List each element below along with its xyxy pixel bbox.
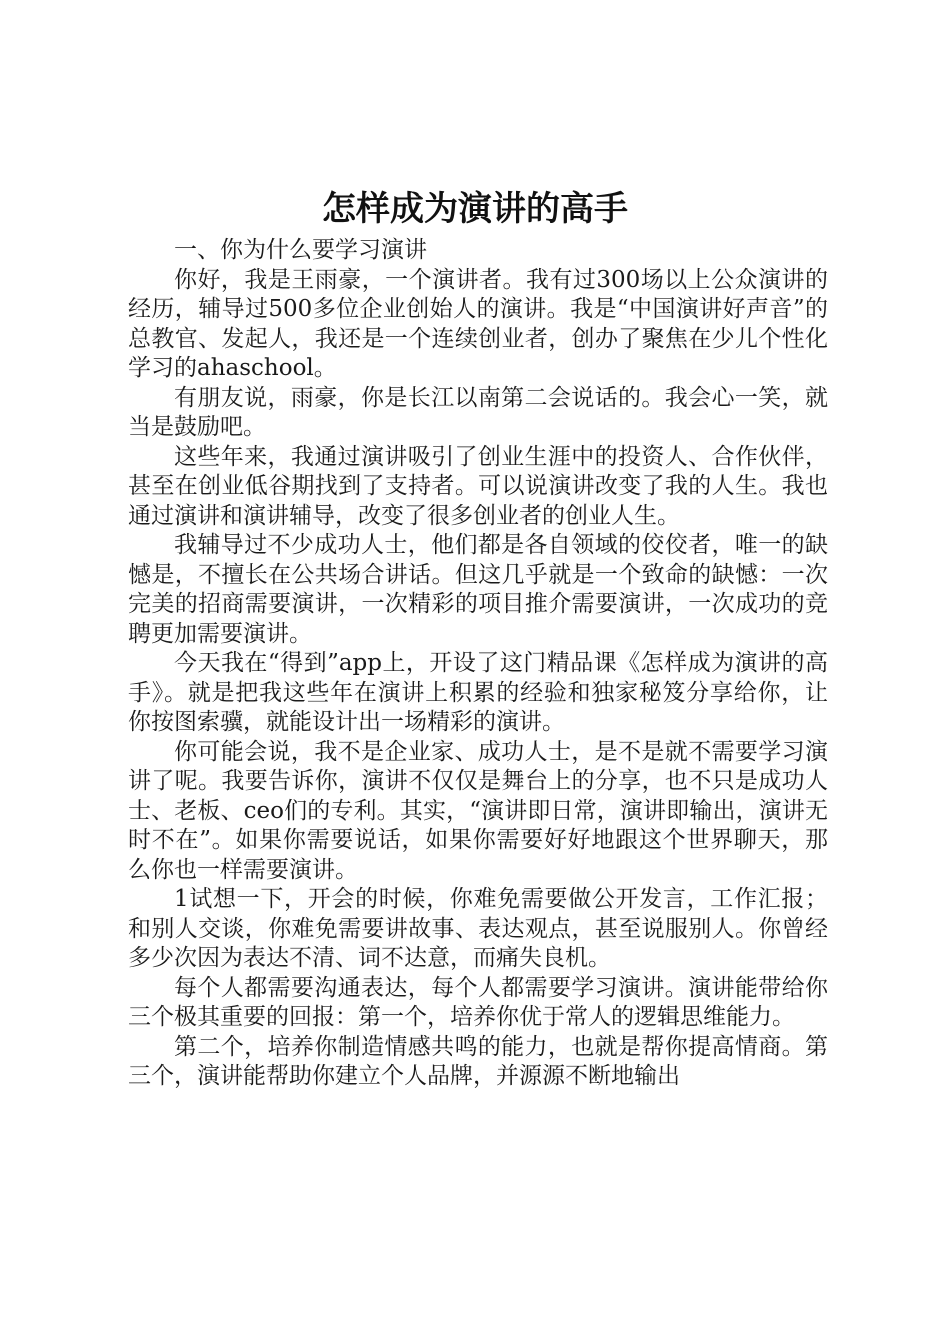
- paragraph-everyday: 你可能会说，我不是企业家、成功人士，是不是就不需要学习演讲了呢。我要告诉你，演讲不仅仅是舞台上的分享，也不只是成功人士、老板、ceo们的专利。其实，“演讲即日常，演讲即输出，演讲无时不在”。如果你需要说话，如果你需要好好地跟这个世界聊天，那么你也一样需要演讲。: [128, 738, 828, 883]
- paragraph-course: 今天我在“得到”app上，开设了这门精品课《怎样成为演讲的高手》。就是把我这些年在演讲上积累的经验和独家秘笈分享给你，让你按图索骥，就能设计出一场精彩的演讲。: [128, 650, 828, 735]
- paragraph-intro: 你好，我是王雨豪，一个演讲者。我有过300场以上公众演讲的经历，辅导过500多位企业创始人的演讲。我是“中国演讲好声音”的总教官、发起人，我还是一个连续创业者，创办了聚焦在少儿个性化学习的ahaschool。: [128, 266, 828, 381]
- paragraph-coaching: 我辅导过不少成功人士，他们都是各自领域的佼佼者，唯一的缺憾是，不擅长在公共场合讲话。但这几乎就是一个致命的缺憾：一次完美的招商需要演讲，一次精彩的项目推介需要演讲，一次成功的竞聘更加需要演讲。: [128, 532, 828, 647]
- paragraph-rewards: 每个人都需要沟通表达，每个人都需要学习演讲。演讲能带给你三个极其重要的回报：第一个，培养你优于常人的逻辑思维能力。: [128, 974, 828, 1030]
- paragraph-meetings: 1试想一下，开会的时候，你难免需要做公开发言，工作汇报；和别人交谈，你难免需要讲故事、表达观点，甚至说服别人。你曾经多少次因为表达不清、词不达意，而痛失良机。: [128, 886, 828, 971]
- section-heading: 一、你为什么要学习演讲: [174, 237, 427, 263]
- paragraph-years: 这些年来，我通过演讲吸引了创业生涯中的投资人、合作伙伴，甚至在创业低谷期找到了支持者。可以说演讲改变了我的人生。我也通过演讲和演讲辅导，改变了很多创业者的创业人生。: [128, 443, 828, 529]
- document-body: [128, 236, 828, 1092]
- paragraph-second-third: 第二个，培养你制造情感共鸣的能力，也就是帮你提高情商。第三个，演讲能帮助你建立个人品牌，并源源不断地输出: [128, 1033, 828, 1089]
- document-title: 怎样成为演讲的高手: [322, 189, 628, 229]
- paragraph-friends: 有朋友说，雨豪，你是长江以南第二会说话的。我会心一笑，就当是鼓励吧。: [128, 384, 828, 440]
